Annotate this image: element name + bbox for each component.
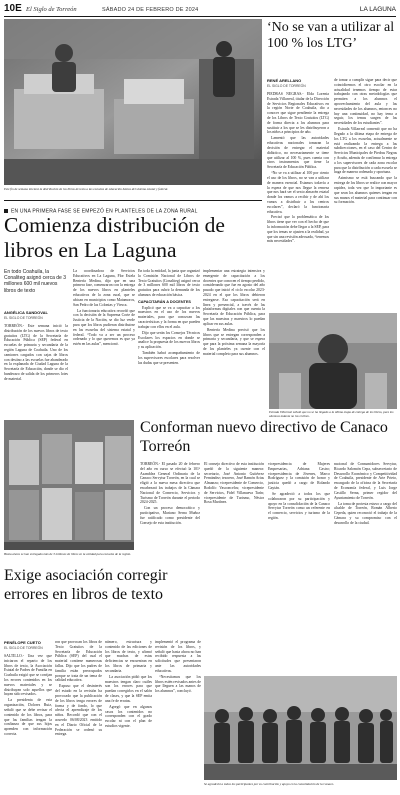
quote-story-byline: RENÉ ARELLANO: [267, 78, 302, 83]
main-story-column-2: [73, 269, 135, 414]
main-story-paragraph: Dijo que serán los Consejos Técnicos Escolares los espacios en donde se analice la propuesta de los nuevos libros y su aplicación.: [138, 330, 200, 350]
main-story-paragraph: La coordinadora de Servicios Educativos en La Laguna, Flor Estela Rentería Medina, dijo que en una primera fase, comenzaron con la entrega de los nuevos libros en planteles educativos de la zona rural, que se ubican en municipios como Matamoros, San Pedro de las Colonias y Viesca.: [73, 269, 135, 307]
main-story-byline-org: EL SIGLO DE TORREÓN: [4, 316, 43, 320]
banner-kicker-text: EN UNA PRIMERA FASE SE EMPEZÓ EN PLANTELES DE LA ZONA RURAL: [11, 208, 198, 215]
errors-story-byline: PENÉLOPE CUETO: [4, 640, 41, 645]
main-story-paragraph: En toda la entidad, la junta que organizó la Comisión Nacional de Libros de Texto Gratuitos (Conaliteg) asignó cerca de 3 millones 600 mil libros de texto gratuitos para cubrir la demanda de los alumnos de educación básica.: [138, 269, 200, 297]
main-story-paragraph: También habrá acompañamiento de los supervisores escolares para resolver las dudas que se presenten.: [138, 351, 200, 365]
canaco-story-column-1: [140, 462, 200, 572]
canaco-story-paragraph: Con un proceso democrático y participativo, Mariano Serna Muñoz fue ratificado como presidente del Consejo de esta institución.: [140, 506, 200, 525]
main-story-paragraph: TORREÓN.- Este semana inició la distribución de los nuevos libros de texto gratuitos (LTG) de la Secretaría de Educación Pública (SEP) federal en escuelas de primaria y secundaria de la región Laguna de Coahuila. Uno de los camiones cargados con cajas de libros con destino a las escuelas fue abanderado en la explanada de Ciudad Laguna de la Secretaría de Educación, donde se dio el banderazo de salida de los primeros lotes de material.: [4, 324, 68, 381]
main-story-deck: En todo Coahuila, la Conaliteg asignó cerca de 3 millones 600 mil nuevos libros de texto: [4, 269, 66, 294]
quote-story-column-1: [267, 92, 329, 310]
quote-story-paragraph: Estrada Villarreal comentó que no ha llegado a la última etapa de entrega de los LTG a los escuelas, actualmente se está realizando la entrega a las subdirecciones, en el caso del Centro de Servicios Municipales de Piedras Negras y Acuña, además de confirmar la entrega a los supervisores de cada zona escolar para que la distribución a cada escuela se haga de manera ordenada y oportuna.: [334, 127, 397, 175]
books-photo: [4, 420, 134, 550]
quote-story-paragraph: de tomar a cumplir sigue para decir que coincidiremos el otro escolar en la actualidad tenemos tiempo de estar trabajando con otras metodologías que permiten a los alumnos el aprovechamiento del aula y las necesidades de los alumnos, entonces no hay una continuidad, no hay tema a seguir, los temas surgen de las necesidades de los estudiantes”.: [334, 78, 397, 126]
errors-story-paragraph: La presidenta de esta organización, Dolores Ruiz, señaló que se debe revisar el contenido de los libros, para que las familias tengan la confianza de que sus hijos aprenden con información correcta.: [4, 698, 52, 736]
quote-story-headline: ‘No se van a utilizar al 100 % los LTG’: [267, 20, 395, 51]
errors-story-column-4: [155, 640, 201, 792]
canaco-story-paragraph: La toma de protesta estuvo a cargo del alcalde de Torreón, Román Alberto Cepeda, quien reconoció el trabajo de la Cámara y su compromiso con el desarrollo de la ciudad.: [334, 501, 397, 525]
main-story-paragraph: Explicó que se va a capacitar a los maestros en el uso de los nuevos materiales, para que conozcan las características y la forma en que pueden trabajar con ellos en el aula.: [138, 305, 200, 329]
section-name: LA LAGUNA: [359, 6, 396, 13]
canaco-story-column-2: [204, 462, 264, 572]
main-story-subhead: CAPACITARÁN A DOCENTES: [138, 299, 191, 304]
main-story-byline: ANGÉLICA SANDOVAL: [4, 310, 48, 315]
publication-name: El Siglo de Torreón: [26, 6, 77, 13]
quote-story-column-2: [334, 78, 397, 310]
header-rule: [4, 16, 396, 17]
top-photo-image: [4, 19, 262, 185]
teacher-photo: [269, 313, 397, 409]
canaco-story-paragraph: nacional de Consumidores Servytur, Ricardo Salomón Cepa, subsecretario de Desarrollo Económico y Competitividad de Coahuila, presidente de Arte Prieto, encargado de la oficina de la Secretaría de Economía federal, y Luis Jorge Castillo Serna, primer regidor del Ayuntamiento de Torreón.: [334, 462, 397, 500]
canaco-photo: [204, 676, 397, 780]
errors-story-paragraph: Expuso que el desinterés del estado en la revisión ha provocado que la publicación de los libros tenga errores de forma y de fondo, lo que afecta el aprendizaje de los niños. Recordó que con el acuerdo 06/08/2023 emitido en el Diario Oficial de la Federación se ordenó su entrega.: [55, 684, 102, 737]
main-story-column-1: [4, 324, 68, 414]
canaco-photo-image: [204, 676, 397, 780]
main-story-column-4: [203, 269, 265, 414]
canaco-story-paragraph: Se agradeció a todos los que colaboraron por su participación y apoyo en la consolidación de la Canaco Servytur Torreón como un referente en el comercio, servicios y turismo de la región.: [268, 491, 330, 520]
canaco-story-paragraph: TORREÓN.- El pasado 20 de febrero del año en curso se efectuó la 101ª Asamblea General Ordinaria de la Canaco Servytur Torreón, en la cual se eligió a la nueva mesa directiva que encabezará los trabajos de la Cámara Nacional de Comercio, Servicios y Turismo de Torreón durante el periodo 2024-2025.: [140, 462, 200, 505]
quote-story-byline-org: EL SIGLO DE TORREÓN: [267, 84, 306, 88]
main-story-paragraph: Rentería Medina precisó que los libros que se entregan corresponden a primaria y secundaria, y que se espera que para la próxima semana la mayoría de los planteles ya cuente con el material completo para sus alumnos.: [203, 327, 265, 356]
errors-story-paragraph: “Necesitamos que los libros estén revisados antes de que lleguen a las manos de los alumnos”, concluyó.: [155, 674, 201, 694]
quote-story-paragraph: “No se va a utilizar al 100 por ciento el uso de los libros, no se van a utilizar de manera esencial. Estamos todavía a la espera de que nos llegue la remesa que nos hará ser el sexto almacén estatal donde los vamos a recibir y de ahí los vamos a distribuir a los centros escolares”, declaró la funcionaria educativa.: [267, 171, 329, 214]
banner-rule: [4, 200, 262, 201]
issue-date: SÁBADO 24 DE FEBRERO DE 2024: [102, 7, 199, 13]
canaco-story-paragraph: El consejo directivo de esta institución quedó de la siguiente manera: secretario, José Antonio Gutiérrez Fernández; tesorero, José Ramón Arias Almanza; vicepresidente de Comercio, Rodolfo Vasconcelos; vicepresidente de Servicios, Fidel Villanueva Tarín; vicepresidente de Turismo, Néstor Rosa Martínez.: [204, 462, 264, 505]
canaco-story-headline: Conforman nuevo directivo de Canaco Torreón: [140, 419, 388, 455]
errors-story-headline: Exige asociación corregir errores en libros de texto: [4, 567, 168, 603]
canaco-story-column-3: [268, 462, 330, 572]
quote-story-paragraph: Precisó que la problemática de los libros tiene que ver con el hecho de que la información debe llegar a la SEP, para que los temas se ajusten a la realidad, ya que sin una revisión adecuada, “tenemos más necesidades”.: [267, 215, 329, 244]
main-story-paragraph: implementar una estrategia intensiva y emergente de capacitación a los docentes que conocen el tiempo perdido, considerando que fue en agosto del año pasado que inició el ciclo escolar 2023-2024 en el que los libros debieron entregarse. Esa capacitación será en línea y presencial, a través de las plataformas digitales con que cuenta la Secretaría de Educación Pública, para que las maestras y maestros lo puedan aplicar en sus aulas.: [203, 269, 265, 326]
main-story-column-3: [138, 269, 200, 414]
errors-story-paragraph: número, estructura y contenido de las ediciones de los libros de texto, y afirmó que muchas de estas deficiencias se encuentran en los libros de primaria y secundaria.: [105, 640, 152, 673]
page-number: 10E: [4, 3, 22, 14]
errors-story-paragraph: ron que provocan los libros de Texto Gratuitos de la Secretaría de Educación Pública (SEP) del cual el material contiene numerosas fallas. Dijo que los padres de familia están preocupados porque se trata de un tema de calidad educativa.: [55, 640, 102, 683]
quote-story-paragraph: PIEDRAS NEGRAS.- Elda Lorenia Estrada Villarreal, titular de la Dirección de Servicios Regionales Educativos en la región Norte de Coahuila, dio a conocer que sigue pendiente la entrega de los Libros de Texto Gratuitos (LTG) de forma directa a los alumnos para sustituir a los que se les distribuyeron a los niños a principios de año.: [267, 92, 329, 135]
books-photo-image: [4, 420, 134, 550]
canaco-story-column-4: [334, 462, 397, 672]
books-photo-caption: Hasta ahora se han entregado más de 3 millones de libros en la entidad para escuelas de la región.: [4, 552, 132, 556]
top-photo-caption: Este fin de semana iniciará la distribución de los libros de texto a las escuelas de educación básica del sistema estatal y federal.: [4, 187, 169, 191]
teacher-photo-caption: Estrada Villarreal señaló que no se ha llegado a la última etapa de entrega de los libros, pues los alumnos todavía no los reciben.: [269, 410, 394, 418]
errors-story-byline-org: EL SIGLO DE TORREÓN: [4, 646, 43, 650]
errors-story-column-2: [55, 640, 102, 792]
errors-story-paragraph: Agregó que en algunos casos los contenidos no corresponden con el grado escolar ni con el plan de estudios vigente.: [105, 704, 152, 728]
errors-story-paragraph: implementó el programa de revisión de los libros, y señaló que hasta ahora no han recibido respuesta a las solicitudes que presentaron ante las autoridades educativas.: [155, 640, 201, 673]
quote-story-paragraph: Lamentó que las autoridades educativas nacionales tomaran la decisión de entregar el material didáctico, no necesariamente se tiene que utilizar al 100 %, pues cuenta con otros instrumentos que tiene la Secretaría de Educación Pública.: [267, 136, 329, 170]
quote-story-paragraph: Asimismo se está buscando que la entrega de los libros se realice con mayor rapidez, toda vez que lo importante es que sean los alumnos quienes tengan en sus manos el material para continuar con su formación.: [334, 176, 397, 205]
errors-story-paragraph: La asociación pidió que los maestros tengan claro cuáles son los errores para que puedan corregirlos en el salón de clases, y que la SEP emita una fe de erratas.: [105, 674, 152, 703]
errors-story-paragraph: SALTILLO.- Una vez que iniciaron el reparto de los libros de texto, la Asociación Estatal de Padres de Familia en Coahuila exigió que se corrijan los errores contenidos en los nuevos materiales y se distribuyan solo aquellos que hayan sido revisados.: [4, 654, 52, 697]
main-story-paragraph: La funcionaria educativa recordó que con la decisión de la Suprema Corte de Justicia de la Nación, se dio luz verde para que los libros pudieran distribuirse en las escuelas del sistema estatal y federal. “Todo va a ser un proceso ordenado y lo que queremos es que ya estén en las aulas”, mencionó.: [73, 308, 135, 347]
banner-kicker: [4, 202, 262, 215]
canaco-photo-caption: Se agradeció a todos los participantes por su contribución y apoyo en la consolidación de la Canaco.: [204, 782, 335, 786]
banner-headline: Comienza distribución de libros en La Laguna: [4, 213, 225, 262]
canaco-story-paragraph: vicepresidencia de Mujeres Empresarias, Adriana Castro; vicepresidencia de Jóvenes, Marco Rodríguez y la comisión de honor y justicia quedó a cargo de Rolando Gaytán.: [268, 462, 330, 490]
top-photo: [4, 19, 262, 185]
teacher-photo-image: [269, 313, 397, 409]
errors-story-column-1: [4, 654, 52, 792]
errors-story-column-3: [105, 640, 152, 792]
